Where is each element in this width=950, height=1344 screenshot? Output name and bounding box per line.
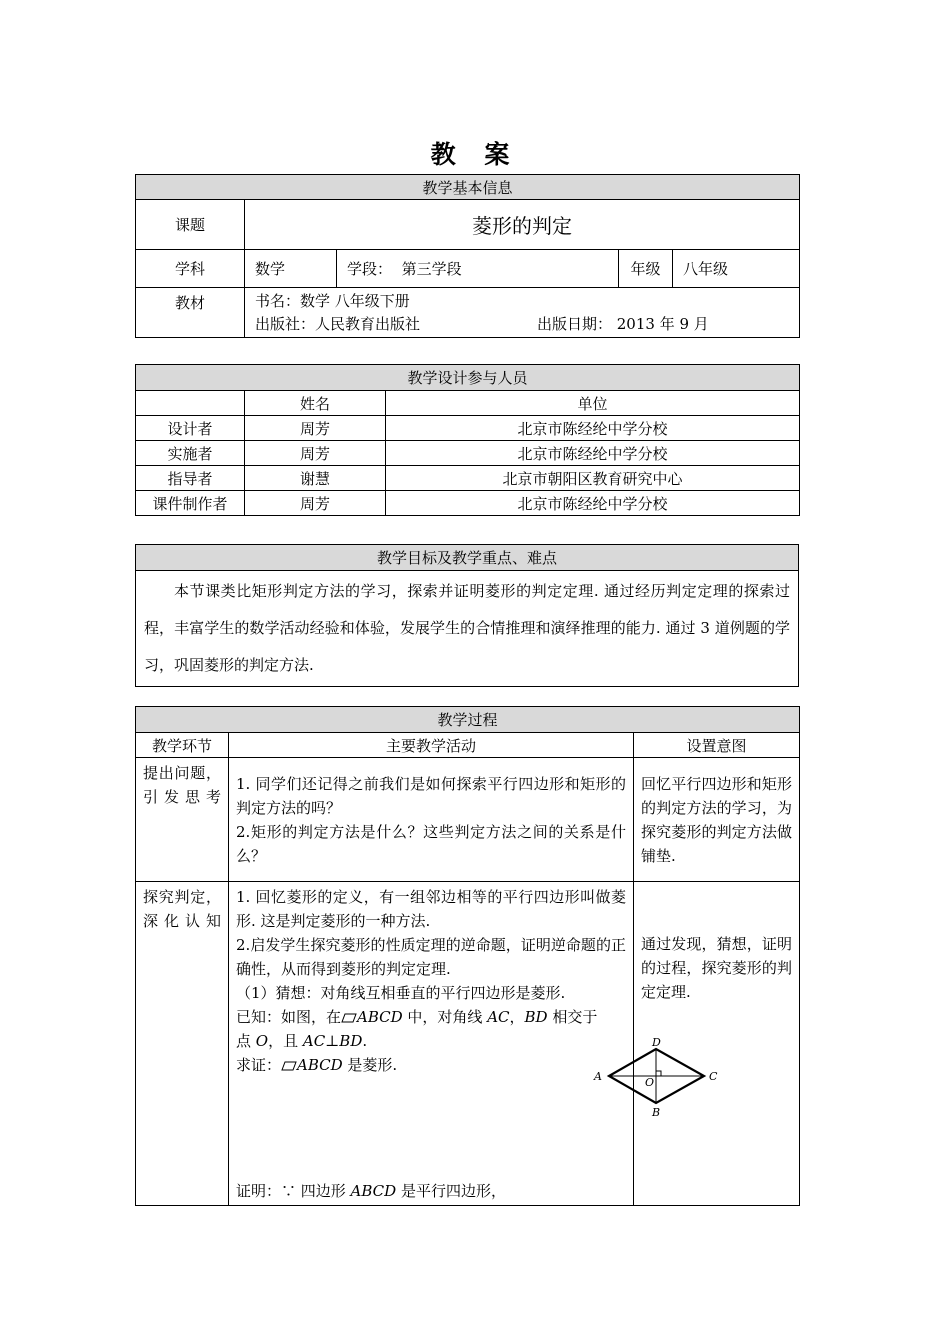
label-a: A — [594, 1070, 602, 1083]
grade-label: 年级 — [619, 250, 673, 288]
known-line — [236, 1005, 626, 1029]
point-o: O — [255, 1032, 269, 1050]
col-intent: 设置意图 — [634, 733, 800, 758]
person-name: 周芳 — [245, 491, 386, 516]
stage-value: 第三学段 — [401, 260, 462, 278]
role: 课件制作者 — [136, 491, 245, 516]
label-o: O — [645, 1076, 655, 1089]
proof-line — [236, 1180, 506, 1201]
col-stage: 教学环节 — [136, 733, 229, 758]
page-title: 教 案 — [430, 140, 520, 169]
textbook-pub-line — [255, 313, 799, 336]
process-row-1 — [136, 758, 800, 882]
stage-cell — [337, 250, 619, 288]
rhombus-figure — [592, 1038, 732, 1118]
intent-1: 回忆平行四边形和矩形的判定方法的学习，为探究菱形的判定方法做铺垫. — [641, 774, 793, 865]
proof-prefix: 证明：∵ 四边形 — [236, 1182, 351, 1200]
point-mid: ，且 — [268, 1032, 303, 1050]
known-bd: BD — [524, 1008, 548, 1026]
stage-2: 探究判定，深化认知 — [143, 888, 221, 930]
stage-label: 学段： — [347, 260, 393, 278]
role: 指导者 — [136, 466, 245, 491]
person-unit: 北京市陈经纶中学分校 — [386, 416, 800, 441]
col-name: 姓名 — [245, 391, 386, 416]
parallelogram-icon — [341, 1013, 357, 1023]
people-header: 教学设计参与人员 — [136, 365, 800, 391]
person-unit: 北京市朝阳区教育研究中心 — [386, 466, 800, 491]
publisher: 出版社：人民教育出版社 — [255, 314, 421, 333]
prove-prefix: 求证： — [236, 1056, 282, 1074]
known-comma: ， — [509, 1008, 525, 1026]
point-end: . — [362, 1032, 368, 1050]
subject-label: 学科 — [136, 250, 245, 288]
person-name: 周芳 — [245, 416, 386, 441]
textbook-name: 书名：数学 八年级下册 — [255, 291, 410, 310]
person-name: 周芳 — [245, 441, 386, 466]
table-row — [136, 441, 800, 466]
guess: （1）猜想：对角线互相垂直的平行四边形是菱形. — [236, 984, 566, 1002]
process-table — [135, 706, 800, 1206]
label-d: D — [652, 1038, 661, 1049]
known-suffix: 相交于 — [547, 1008, 598, 1026]
prove-suffix: 是菱形. — [342, 1056, 398, 1074]
pub-date: 出版日期： 2013 年 9 月 — [537, 314, 709, 333]
question-1: 1. 同学们还记得之前我们是如何探索平行四边形和矩形的判定方法的吗？ — [236, 774, 626, 817]
point-line — [236, 1029, 626, 1053]
person-unit: 北京市陈经纶中学分校 — [386, 441, 800, 466]
col-unit: 单位 — [386, 391, 800, 416]
person-name: 谢慧 — [245, 466, 386, 491]
proof-suffix: 是平行四边形， — [396, 1182, 506, 1200]
known-mid: 中，对角线 — [402, 1008, 488, 1026]
people-table — [135, 364, 800, 516]
person-unit: 北京市陈经纶中学分校 — [386, 491, 800, 516]
known-ac: AC — [487, 1008, 510, 1026]
textbook-label: 教材 — [136, 288, 245, 338]
role: 设计者 — [136, 416, 245, 441]
people-corner — [136, 391, 245, 416]
activity-2: 2.启发学生探究菱形的性质定理的逆命题，证明逆命题的正确性，从而得到菱形的判定定理. — [236, 936, 626, 978]
table-row — [136, 466, 800, 491]
topic-value: 菱形的判定 — [245, 200, 800, 250]
label-b: B — [652, 1106, 661, 1118]
goals-text: 本节课类比矩形判定方法的学习，探索并证明菱形的判定定理. 通过经历判定定理的探索过程，丰富学生的数学活动经验和体验，发展学生的合情推理和演绎推理的能力. 通过 3 道例题的学习，巩固菱形的判定方法. — [144, 582, 790, 674]
proof-abcd: ABCD — [350, 1182, 397, 1200]
topic-label: 课题 — [136, 200, 245, 250]
basic-info-table — [135, 174, 800, 338]
col-activity: 主要教学活动 — [229, 733, 634, 758]
grade-value: 八年级 — [673, 250, 800, 288]
goals-table — [135, 544, 799, 687]
intent-2: 通过发现，猜想，证明的过程，探究菱形的判定定理. — [641, 935, 793, 1001]
question-2: 2.矩形的判定方法是什么？这些判定方法之间的关系是什么？ — [236, 822, 626, 865]
process-header: 教学过程 — [136, 707, 800, 733]
parallelogram-icon — [281, 1061, 297, 1071]
label-c: C — [709, 1070, 718, 1083]
goals-header: 教学目标及教学重点、难点 — [136, 545, 799, 571]
basic-info-header: 教学基本信息 — [136, 175, 800, 200]
right-angle-mark — [656, 1071, 661, 1076]
known-abcd: ABCD — [357, 1008, 403, 1026]
point-rel: AC⊥BD — [302, 1032, 363, 1050]
prove-abcd: ABCD — [297, 1056, 343, 1074]
role: 实施者 — [136, 441, 245, 466]
prove-line — [236, 1053, 626, 1077]
textbook-info — [245, 288, 800, 338]
stage-1: 提出问题，引发思考 — [143, 764, 221, 806]
table-row — [136, 491, 800, 516]
point-prefix: 点 — [236, 1032, 256, 1050]
subject-value: 数学 — [245, 250, 337, 288]
activity-1: 1. 回忆菱形的定义，有一组邻边相等的平行四边形叫做菱形. 这是判定菱形的一种方法. — [236, 888, 626, 930]
known-prefix: 已知：如图，在 — [236, 1008, 342, 1026]
process-row-2 — [136, 882, 800, 1206]
table-row — [136, 416, 800, 441]
